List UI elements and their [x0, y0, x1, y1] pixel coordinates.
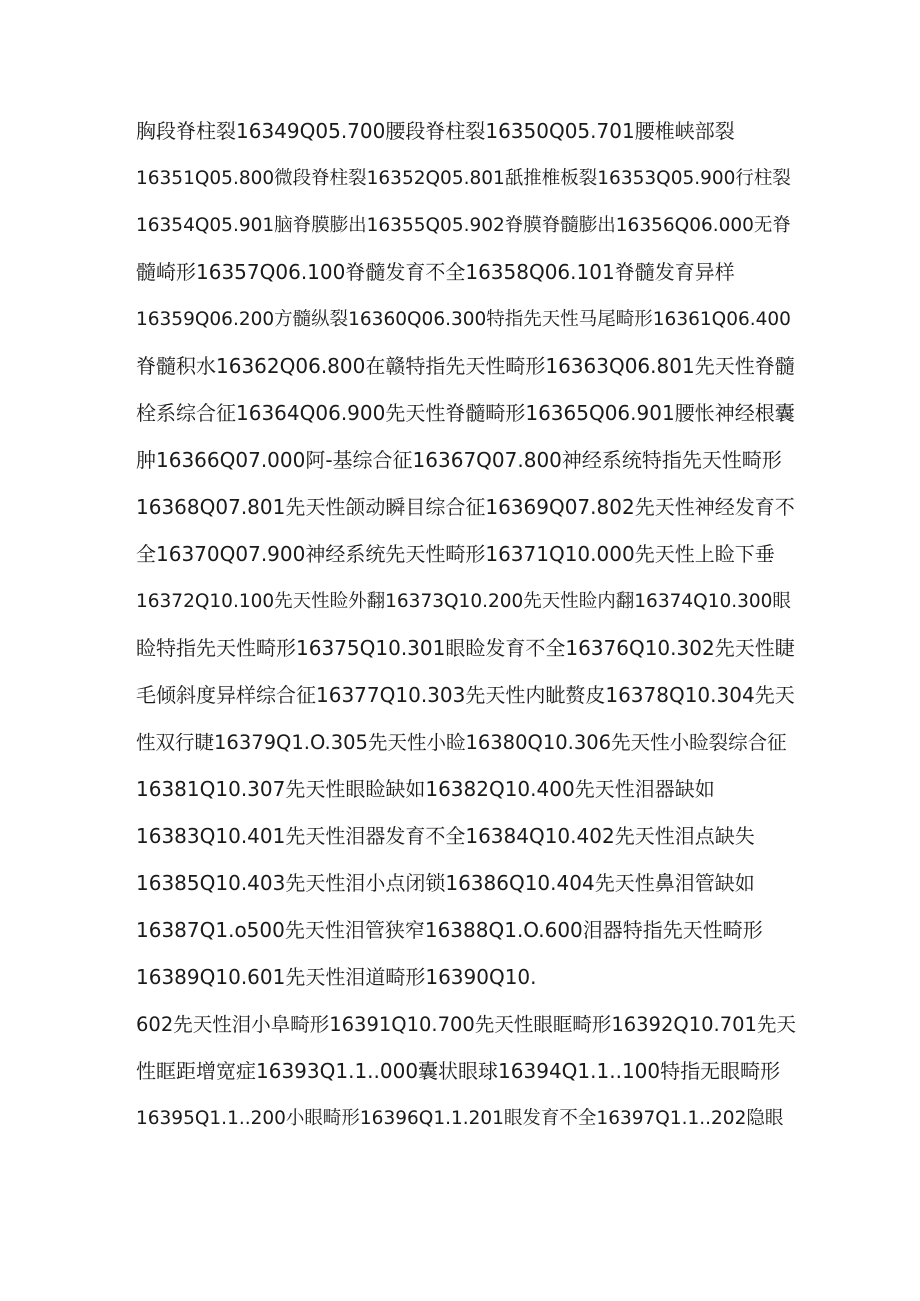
text-line: 16359Q06.200方髓纵裂16360Q06.300特指先天性马尾畸形16361Q06.400	[136, 309, 791, 330]
text-line: 毛倾斜度异样综合征16377Q10.303先天性内眦赘皮16378Q10.304先天	[136, 683, 795, 707]
text-line: 全16370Q07.900神经系统先天性畸形16371Q10.000先天性上睑下垂	[136, 542, 775, 566]
text-line: 睑特指先天性畸形16375Q10.301眼睑发育不全16376Q10.302先天性睫	[136, 636, 795, 660]
text-line: 16395Q1.1..200小眼畸形16396Q1.1.201眼发育不全16397Q1.1..202隐眼	[136, 1108, 784, 1129]
text-line: 16354Q05.901脑脊膜膨出16355Q05.902脊膜脊髓膨出16356Q06.000无脊	[136, 215, 791, 236]
text-line: 脊髓积水16362Q06.800在赣特指先天性畸形16363Q06.801先天性脊髓	[136, 354, 795, 378]
text-line: 16368Q07.801先天性颌动瞬目综合征16369Q07.802先天性神经发育不	[136, 495, 795, 519]
text-line: 栓系综合征16364Q06.900先天性脊髓畸形16365Q06.901腰怅神经根囊	[136, 401, 795, 425]
text-line: 16381Q10.307先天性眼睑缺如16382Q10.400先天性泪器缺如	[136, 777, 715, 801]
text-line: 性双行睫16379Q1.O.305先天性小睑16380Q10.306先天性小睑裂综合征	[136, 731, 787, 754]
text-line: 胸段脊柱裂16349Q05.700腰段脊柱裂16350Q05.701腰椎峡部裂	[136, 119, 735, 143]
text-line: 16385Q10.403先天性泪小点闭锁16386Q10.404先天性鼻泪管缺如	[136, 871, 755, 895]
text-line: 16372Q10.100先天性睑外翻16373Q10.200先天性睑内翻16374Q10.300眼	[136, 591, 791, 612]
text-line: 髓崎形16357Q06.100脊髓发育不全16358Q06.101脊髓发育异样	[136, 260, 735, 284]
body-text	[136, 108, 796, 1142]
text-line: 16387Q1.o500先天性泪管狭窄16388Q1.O.600泪器特指先天性畸形	[136, 918, 763, 942]
text-line: 16351Q05.800微段脊柱裂16352Q05.801舐推椎板裂16353Q05.900行柱裂	[136, 168, 791, 189]
text-line: 602先天性泪小阜畸形16391Q10.700先天性眼眶畸形16392Q10.701先天	[136, 1013, 796, 1036]
text-line: 16389Q10.601先天性泪道畸形16390Q10.	[136, 965, 537, 989]
text-line: 16383Q10.401先天性泪器发育不全16384Q10.402先天性泪点缺失	[136, 824, 755, 848]
text-line: 肿16366Q07.000阿-基综合征16367Q07.800神经系统特指先天性畸形	[136, 448, 782, 472]
text-line: 性眶距增宽症16393Q1.1..000囊状眼球16394Q1.1..100特指无眼畸形	[136, 1059, 781, 1083]
